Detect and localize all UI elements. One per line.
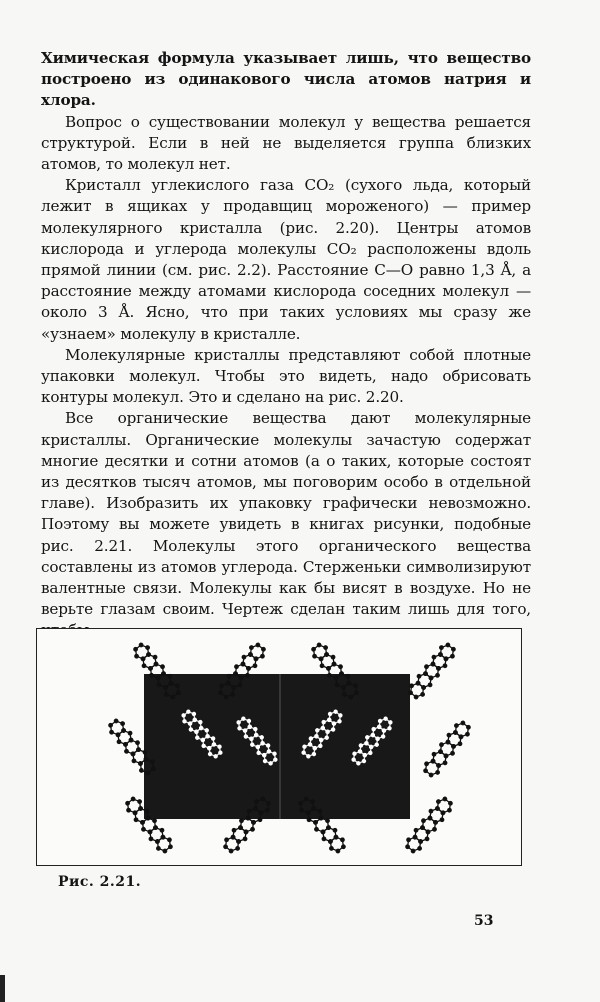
- carbon-atom: [339, 837, 345, 843]
- carbon-atom: [323, 645, 329, 651]
- carbon-atom: [155, 845, 161, 851]
- carbon-atom: [421, 818, 427, 824]
- carbon-atom: [431, 751, 437, 757]
- carbon-atom: [145, 645, 151, 651]
- carbon-atom: [417, 845, 423, 851]
- carbon-atom: [424, 664, 430, 670]
- carbon-atom: [427, 682, 433, 688]
- carbon-atom: [152, 654, 158, 660]
- molecule: [420, 718, 474, 780]
- carbon-atom: [332, 827, 338, 833]
- carbon-atom: [148, 836, 154, 842]
- carbon-atom: [319, 663, 325, 669]
- carbon-atom: [137, 799, 143, 805]
- carbon-atom: [231, 827, 237, 833]
- carbon-atom: [135, 740, 141, 746]
- carbon-atom: [116, 739, 122, 745]
- carbon-atom: [439, 817, 445, 823]
- carbon-atom: [133, 817, 139, 823]
- carbon-atom: [120, 721, 126, 727]
- carbon-atom: [439, 742, 445, 748]
- carbon-atom: [424, 836, 430, 842]
- carbon-atom: [446, 732, 452, 738]
- molecule: [405, 640, 459, 702]
- paragraph-5: Все органические вещества дают молекулярные кристаллы. Органические молекулы зачастую содержат многие десятки и сотни атомов (а о таких, которые состоят из десятков тысяч атомов, мы поговорим особо в отдельной главе). Изобразить их упаковку графически невозможно. Поэтому вы можете увидеть в книгах рисунки, подобные рис. 2.21. Молекулы этого органического вещества составлены из атомов углерода. Стерженьки символизируют валентные связи. Молекулы как бы висят в воздухе. Но не верьте глазам своим. Чертеж сделан таким лишь для того,: [41, 409, 531, 619]
- carbon-atom: [406, 837, 412, 843]
- body-text: [41, 48, 531, 642]
- carbon-atom: [450, 750, 456, 756]
- molecular-crystal-illustration: [37, 629, 521, 865]
- paragraph-1: Химическая формула указывает лишь, что вещество построено из одинакового числа атомов натрия и хлора.: [41, 49, 531, 110]
- carbon-atom: [138, 767, 144, 773]
- paragraph-2: Вопрос о существовании молекул у вещества решается структурой. Если в ней не выделяется группа близких атомов, то молекул нет.: [41, 112, 531, 174]
- carbon-atom: [314, 826, 320, 832]
- carbon-atom: [328, 845, 334, 851]
- carbon-atom: [438, 645, 444, 651]
- carbon-atom: [449, 653, 455, 659]
- carbon-atom: [127, 730, 133, 736]
- carbon-atom: [416, 673, 422, 679]
- carbon-atom: [234, 664, 240, 670]
- carbon-atom: [141, 663, 147, 669]
- carbon-atom: [159, 827, 165, 833]
- carbon-atom: [131, 758, 137, 764]
- carbon-atom: [134, 653, 140, 659]
- molecule: [402, 794, 456, 856]
- carbon-atom: [259, 653, 265, 659]
- carbon-atom: [431, 654, 437, 660]
- carbon-atom: [442, 663, 448, 669]
- carbon-atom: [248, 645, 254, 651]
- carbon-atom: [435, 769, 441, 775]
- paragraph-4: Молекулярные кристаллы представляют собой плотные упаковки молекул. Чтобы это видеть, надо обрисовать контуры молекул. Это и сделано на рис. 2.20.: [41, 345, 531, 407]
- binding-edge: [0, 975, 5, 1002]
- carbon-atom: [124, 748, 130, 754]
- carbon-atom: [242, 836, 248, 842]
- carbon-atom: [338, 664, 344, 670]
- carbon-atom: [141, 826, 147, 832]
- carbon-atom: [413, 827, 419, 833]
- carbon-atom: [428, 808, 434, 814]
- carbon-atom: [321, 836, 327, 842]
- carbon-atom: [250, 826, 256, 832]
- carbon-atom: [432, 826, 438, 832]
- carbon-atom: [446, 807, 452, 813]
- figure-caption: Рис. 2.21.: [58, 874, 142, 890]
- carbon-atom: [224, 837, 230, 843]
- carbon-atom: [457, 741, 463, 747]
- carbon-atom: [435, 799, 441, 805]
- carbon-atom: [330, 654, 336, 660]
- carbon-atom: [312, 653, 318, 659]
- carbon-atom: [126, 807, 132, 813]
- figure-2-21: [36, 628, 522, 866]
- carbon-atom: [464, 731, 470, 737]
- carbon-atom: [252, 663, 258, 669]
- carbon-atom: [166, 837, 172, 843]
- page-number: 53: [474, 913, 494, 929]
- carbon-atom: [109, 729, 115, 735]
- carbon-atom: [235, 845, 241, 851]
- carbon-atom: [420, 691, 426, 697]
- carbon-atom: [241, 654, 247, 660]
- carbon-atom: [442, 760, 448, 766]
- paragraph-3: Кристалл углекислого газа CO₂ (сухого льда, который лежит в ящиках у продавщиц мороженого) — пример молекулярного кристалла (рис. 2.20). Центры атомов кислорода и углерода молекулы CO₂ расположены вдоль прямой линии (см. рис. 2.2). Расстояние C—O равно 1,3 Å, а расстояние между атомами кислорода соседних молекул — около 3 Å. Ясно, что при таких условиях мы сразу же «узнаем» молекулу в кристалле.: [41, 176, 531, 343]
- carbon-atom: [453, 723, 459, 729]
- carbon-atom: [424, 761, 430, 767]
- carbon-atom: [160, 664, 166, 670]
- carbon-atom: [435, 672, 441, 678]
